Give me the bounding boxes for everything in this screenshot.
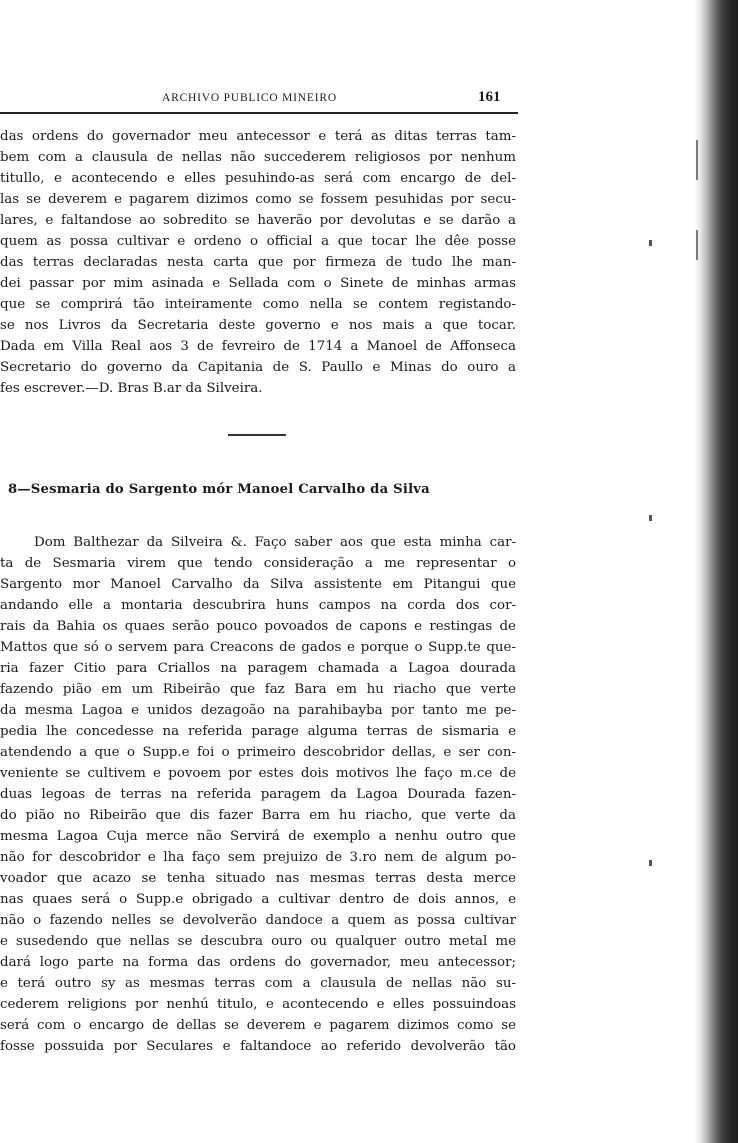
text-line: que se comprirá tão inteiramente como nella se contem registando- [0,297,516,312]
text-line: voador que acazo se tenha situado nas mesmas terras desta merce [0,871,516,886]
text-line: mesma Lagoa Cuja merce não Servirá de exemplo a nenhu outro que [0,829,516,844]
text-line: não o fazendo nelles se devolverão dandoce a quem as possa cultivar [0,913,516,928]
text-line: das terras declaradas nesta carta que por firmeza de tudo lhe man- [0,255,516,270]
text-line: quem as possa cultivar e ordeno o official a que tocar lhe dêe posse [0,234,516,249]
text-line: las se deverem e pagarem dizimos como se fossem pesuhidas por secu- [0,192,516,207]
paragraph-sesmaria [0,532,516,1057]
text-line: nas quaes será o Supp.e obrigado a cultivar dentro de dois annos, e [0,892,516,907]
text-line: dará logo parte na forma das ordens do governador, meu antecessor; [0,955,516,970]
text-line: do pião no Ribeirão que dis fazer Barra em hu riacho, que verte da [0,808,516,823]
book-spine-shadow [642,0,738,1143]
text-line: cederem religions por nenhú titulo, e acontecendo e elles possuindoas [0,997,516,1012]
text-line: veniente se cultivem e povoem por estes dois motivos lhe faço m.ce de [0,766,516,781]
text-line: fosse possuida por Seculares e faltandoce ao referido devolverão tão [0,1039,516,1054]
text-line: não for descobridor e lha faço sem prejuizo de 3.ro nem de algum po- [0,850,516,865]
page-number: 161 [478,89,501,105]
text-line: se nos Livros da Secretaria deste governo e nos mais a que tocar. [0,318,516,333]
text-line: fes escrever.—D. Bras B.ar da Silveira. [0,381,263,396]
text-line: dei passar por mim asinada e Sellada com o Sinete de minhas armas [0,276,516,291]
text-line: rais da Bahia os quaes serão pouco povoados de capons e restingas de [0,619,516,634]
text-line: Dada em Villa Real aos 3 de fevreiro de 1714 a Manoel de Affonseca [0,339,516,354]
spine-streak [696,230,698,260]
header-rule [0,112,518,114]
text-line: será com o encargo de dellas se deverem e pagarem dizimos como se [0,1018,516,1033]
text-line: bem com a clausula de nellas não succederem religiosos por nenhum [0,150,516,165]
text-line: ria fazer Citio para Criallos na paragem chamada a Lagoa dourada [0,661,516,676]
text-line: atendendo a que o Supp.e foi o primeiro descobridor dellas, e ser con- [0,745,516,760]
text-line: fazendo pião em um Ribeirão que faz Bara em hu riacho que verte [0,682,516,697]
text-line: Dom Balthezar da Silveira &. Faço saber aos que esta minha car- [34,535,516,550]
text-line: Mattos que só o servem para Creacons de gados e porque o Supp.te que- [0,640,516,655]
spine-mark [649,515,652,521]
text-line: titullo, e acontecendo e elles pesuhindo-as será com encargo de del- [0,171,516,186]
text-line: da mesma Lagoa e unidos dezagoão na parahibayba por tanto me pe- [0,703,516,718]
page-header [0,88,518,110]
running-title: ARCHIVO PUBLICO MINEIRO [162,92,337,104]
text-line: lares, e faltandose ao sobredito se haverão por devolutas e se darão a [0,213,516,228]
spine-mark [649,860,652,866]
paragraph-charter-end [0,126,516,399]
spine-streak [696,140,698,180]
text-line: e terá outro sy as mesmas terras com a clausula de nellas não su- [0,976,516,991]
text-line: Secretario do governo da Capitania de S. Paullo e Minas do ouro a [0,360,516,375]
text-line: duas legoas de terras na referida paragem da Lagoa Dourada fazen- [0,787,516,802]
text-line: e susedendo que nellas se descubra ouro ou qualquer outro metal me [0,934,516,949]
text-line: andando elle a montaria descubrira huns campos na corda dos cor- [0,598,516,613]
text-line: pedia lhe concedesse na referida parage alguma terras de sismaria e [0,724,516,739]
text-line: das ordens do governador meu antecessor e terá as ditas terras tam- [0,129,516,144]
spine-mark [649,240,652,246]
section-separator [228,434,286,436]
text-line: ta de Sesmaria virem que tendo consideração a me representar o [0,556,516,571]
text-line: Sargento mor Manoel Carvalho da Silva assistente em Pitangui que [0,577,516,592]
section-heading: 8—Sesmaria do Sargento mór Manoel Carvalho da Silva [8,482,430,497]
